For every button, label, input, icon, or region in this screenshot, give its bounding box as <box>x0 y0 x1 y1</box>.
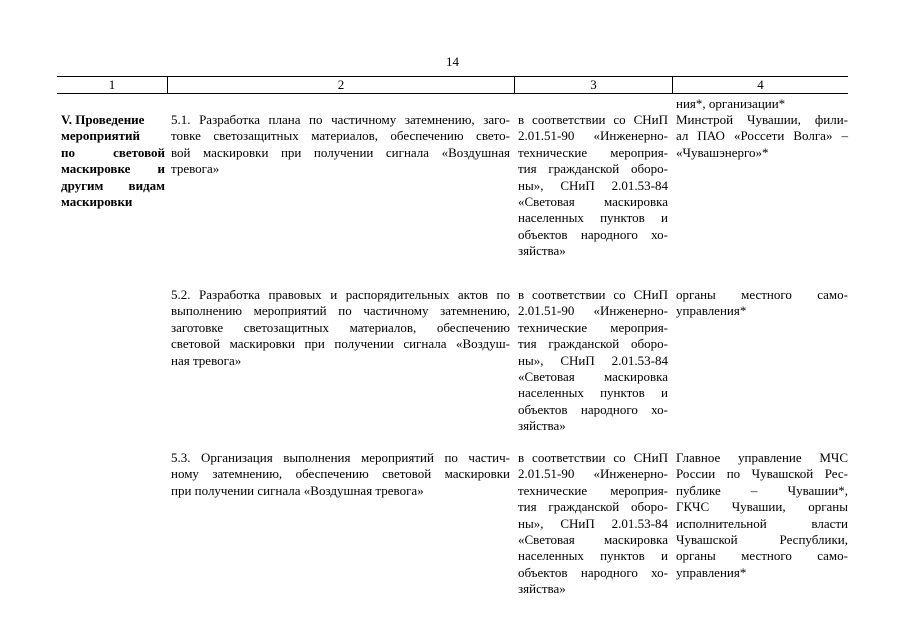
text-line: в соответствии со СНиП <box>518 287 668 302</box>
text-line: публике – Чувашии*, <box>676 482 848 498</box>
text-line: ная тревога» <box>171 352 242 368</box>
column-header-4: 4 <box>672 77 848 93</box>
text-line: населенных пунктов и <box>518 548 668 564</box>
responsible-carryover <box>672 96 848 112</box>
text-line: маскировки <box>61 194 133 210</box>
text-line: мероприятий <box>61 128 140 144</box>
column-header-1: 1 <box>108 77 116 92</box>
table-row <box>57 287 848 450</box>
column-header-2: 2 <box>167 77 514 93</box>
text-line: 5.1. Разработка плана по частичному затемнению, заго- <box>171 112 510 127</box>
text-line: населенных пунктов и <box>518 210 668 226</box>
text-line: 5.2. Разработка правовых и распорядительных актов по <box>171 287 510 302</box>
text-line: «Световая маскировка <box>518 532 668 548</box>
text-line: технические мероприя- <box>518 144 668 160</box>
text-line: тия гражданской оборо- <box>518 499 668 515</box>
table-header-row <box>57 76 848 94</box>
text-line: тревога» <box>171 161 220 177</box>
text-line: тия гражданской оборо- <box>518 336 668 352</box>
text-line: зяйства» <box>518 418 566 434</box>
measure-description <box>167 450 514 499</box>
text-line: в соответствии со СНиП <box>518 112 668 127</box>
text-line: ны», СНиП 2.01.53-84 <box>518 177 668 193</box>
text-line: 2.01.51-90 «Инженерно- <box>518 466 668 482</box>
text-line: ния*, организации* <box>676 96 786 111</box>
text-line: органы местного само- <box>676 548 848 564</box>
responsible-parties <box>672 112 848 161</box>
text-line: заготовке светозащитных материалов, обеспечению <box>171 319 510 335</box>
text-line: технические мероприя- <box>518 319 668 335</box>
measure-description <box>167 287 514 369</box>
text-line: тия гражданской оборо- <box>518 161 668 177</box>
text-line: ны», СНиП 2.01.53-84 <box>518 352 668 368</box>
text-line: органы местного само- <box>676 287 848 302</box>
text-line: в соответствии со СНиП <box>518 450 668 465</box>
text-line: зяйства» <box>518 581 566 597</box>
text-line: вой маскировки при получении сигнала «Воздушная <box>171 144 510 160</box>
text-line: объектов народного хо- <box>518 401 668 417</box>
text-line: 2.01.51-90 «Инженерно- <box>518 303 668 319</box>
text-line: Главное управление МЧС <box>676 450 848 465</box>
text-line: ному затемнению, обеспечению световой маскировки <box>171 466 510 482</box>
text-line: «Чувашэнерго»* <box>676 144 769 160</box>
text-line: технические мероприя- <box>518 482 668 498</box>
text-line: маскировке и <box>61 161 165 177</box>
text-line: управления* <box>676 303 747 319</box>
regulatory-basis <box>514 450 672 598</box>
text-line: световой маскировки при получении сигнала «Воздуш- <box>171 336 510 352</box>
text-line: ал ПАО «Россети Волга» – <box>676 128 848 144</box>
text-line: 5.3. Организация выполнения мероприятий по частич- <box>171 450 510 465</box>
regulatory-basis <box>514 112 672 260</box>
text-line: управления* <box>676 564 747 580</box>
text-line: объектов народного хо- <box>518 226 668 242</box>
section-title <box>57 112 167 210</box>
text-line: V. Проведение <box>61 112 145 127</box>
text-line: «Световая маскировка <box>518 194 668 210</box>
measures-table <box>57 76 848 634</box>
text-line: 2.01.51-90 «Инженерно- <box>518 128 668 144</box>
text-line: Минстрой Чувашии, фили- <box>676 112 848 127</box>
page-number: 14 <box>446 54 459 69</box>
text-line: Чувашской Республики, <box>676 532 848 548</box>
text-line: по световой <box>61 144 165 160</box>
text-line: ГКЧС Чувашии, органы <box>676 499 848 515</box>
text-line: ны», СНиП 2.01.53-84 <box>518 515 668 531</box>
table-body <box>57 94 848 634</box>
text-line: объектов народного хо- <box>518 564 668 580</box>
responsible-parties <box>672 287 848 320</box>
text-line: «Световая маскировка <box>518 369 668 385</box>
responsible-parties <box>672 450 848 581</box>
text-line: другим видам <box>61 177 165 193</box>
regulatory-basis <box>514 287 672 435</box>
text-line: исполнительной власти <box>676 515 848 531</box>
text-line: населенных пунктов и <box>518 385 668 401</box>
text-line: товке светозащитных материалов, обеспечению свето- <box>171 128 510 144</box>
table-row <box>57 96 848 287</box>
text-line: зяйства» <box>518 243 566 259</box>
text-line: при получении сигнала «Воздушная тревога» <box>171 482 424 498</box>
text-line: России по Чувашской Рес- <box>676 466 848 482</box>
table-row <box>57 450 848 630</box>
measure-description <box>167 112 514 178</box>
text-line: выполнению мероприятий по частичному затемнению, <box>171 303 510 319</box>
column-header-3: 3 <box>514 77 672 93</box>
